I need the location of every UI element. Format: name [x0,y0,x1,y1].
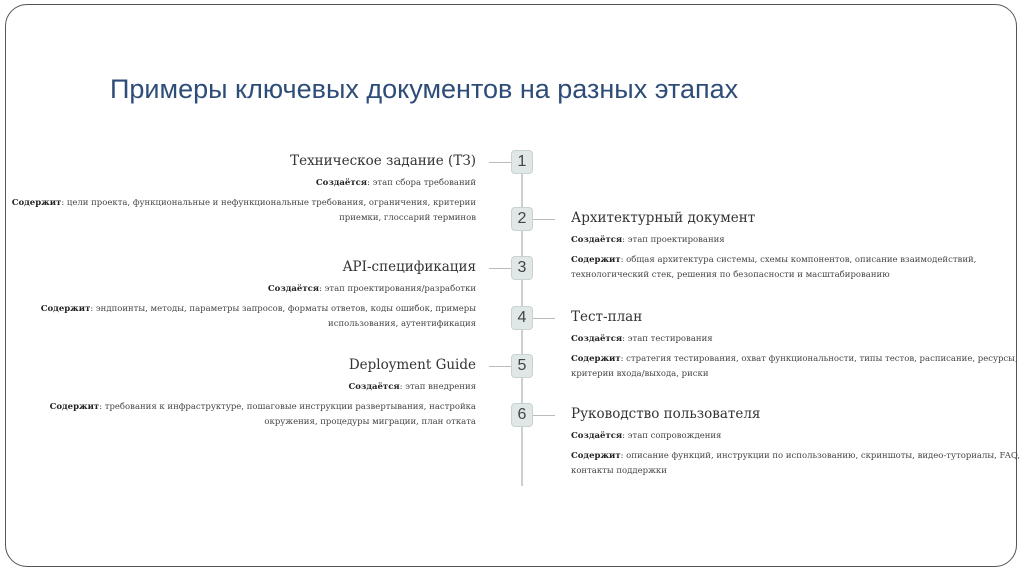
contents: Содержит: эндпоинты, методы, параметры запросов, форматы ответов, коды ошибок, примеры использования, аутентификация [40,304,476,329]
step-number: 2 [511,207,533,231]
contents: Содержит: цели проекта, функциональные и нефункциональные требования, ограничения, критерии приемки, глоссарий терминов [11,198,476,223]
step-number: 1 [511,150,533,174]
slide-title: Примеры ключевых документов на разных этапах [110,74,739,104]
step-number: 3 [511,256,533,280]
contents: Содержит: описание функций, инструкции по использованию, скриншоты, видео-туториалы, FAQ, контакты поддержки [571,451,1021,476]
document-title: Архитектурный документ [571,210,756,226]
created-stage: Создаётся: этап сбора требований [315,178,476,188]
document-entry [6,152,476,231]
connector [489,268,511,269]
document-entry [571,405,1024,484]
created-stage: Создаётся: этап внедрения [348,382,476,392]
connector [533,219,555,220]
document-title: Deployment Guide [348,357,476,373]
document-title: Техническое задание (ТЗ) [290,153,476,169]
step-number: 5 [511,354,533,378]
connector [489,162,511,163]
document-title: Руководство пользователя [571,406,761,422]
created-stage: Создаётся: этап проектирования [571,235,725,245]
step-number: 6 [511,403,533,427]
created-stage: Создаётся: этап тестирования [571,334,713,344]
step-number: 4 [511,306,533,330]
created-stage: Создаётся: этап проектирования/разработки [267,284,476,294]
contents: Содержит: стратегия тестирования, охват функциональности, типы тестов, расписание, ресурсы, критерии входа/выхода, риски [571,354,1018,379]
document-title: Тест-план [571,309,643,325]
contents: Содержит: требования к инфраструктуре, пошаговые инструкции развертывания, настройка окружения, процедуры миграции, план отката [49,402,476,427]
contents: Содержит: общая архитектура системы, схемы компонентов, описание взаимодействий, технологический стек, решения по безопасности и масштабированию [571,255,977,280]
created-stage: Создаётся: этап сопровождения [571,431,722,441]
document-title: API-спецификация [342,259,476,275]
connector [533,318,555,319]
connector [489,366,511,367]
document-entry [571,209,1024,288]
document-entry [6,258,476,337]
connector [533,415,555,416]
document-entry [6,356,476,435]
document-entry [571,308,1024,387]
